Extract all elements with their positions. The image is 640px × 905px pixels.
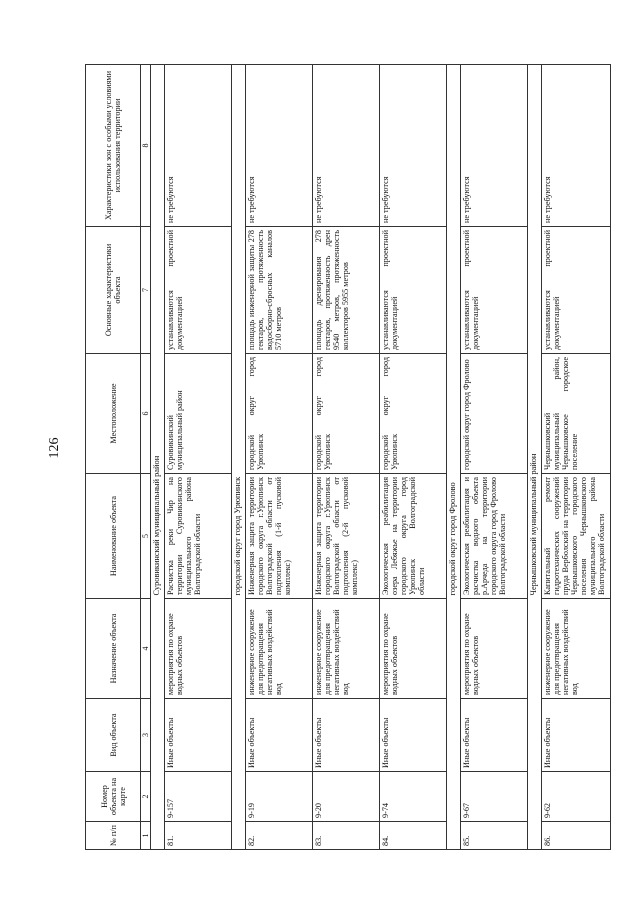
table-row bbox=[313, 65, 380, 850]
object-characteristics: устанавливаются проектной документацией bbox=[165, 227, 232, 354]
map-number: 9-20 bbox=[313, 772, 380, 822]
object-purpose: инженерное сооружение для предотвращения негативных воздействий вод bbox=[542, 599, 611, 699]
object-kind: Иные объекты bbox=[246, 699, 313, 772]
map-number: 9-62 bbox=[542, 772, 611, 822]
page-number: 126 bbox=[47, 437, 62, 459]
row-number: 85. bbox=[461, 822, 528, 850]
zone-characteristics: не требуются bbox=[461, 65, 528, 227]
section-title: Суровикинский муниципальный район bbox=[151, 65, 165, 599]
row-number: 82. bbox=[246, 822, 313, 850]
object-location: Суровикинский муниципальный район bbox=[165, 354, 232, 474]
col-header: Назначение объекта bbox=[86, 599, 141, 699]
object-location: городской округ город Урюпинск bbox=[246, 354, 313, 474]
object-kind: Иные объекты bbox=[165, 699, 232, 772]
object-name: Инженерная защита территории городского округа г.Урюпинск Волгоградской области от подтопления (2-й пусковой комплекс) bbox=[313, 474, 380, 599]
section-title: Чернышковский муниципальный район bbox=[528, 65, 542, 599]
header-row bbox=[86, 65, 141, 850]
column-number: 1 bbox=[141, 822, 151, 850]
column-number-row bbox=[141, 65, 151, 850]
object-purpose: мероприятия по охране водных объектов bbox=[165, 599, 232, 699]
map-number: 9-157 bbox=[165, 772, 232, 822]
section-title: городской округ город Урюпинск bbox=[232, 65, 246, 599]
map-number: 9-74 bbox=[380, 772, 447, 822]
object-name: Капитальный ремонт гидротехнических сооружений пруда Верболский на территории Чернышковского городского поселения Чернышковского муниципального района Волгоградской области bbox=[542, 474, 611, 599]
object-purpose: инженерное сооружение для предотвращения негативных воздействий вод bbox=[313, 599, 380, 699]
map-number: 9-19 bbox=[246, 772, 313, 822]
object-kind: Иные объекты bbox=[380, 699, 447, 772]
zone-characteristics: не требуются bbox=[542, 65, 611, 227]
object-characteristics: устанавливаются проектной документацией bbox=[461, 227, 528, 354]
col-header: Номер объекта на карте bbox=[86, 772, 141, 822]
object-location: городской округ город Фролово bbox=[461, 354, 528, 474]
row-number: 83. bbox=[313, 822, 380, 850]
object-kind: Иные объекты bbox=[313, 699, 380, 772]
section-row bbox=[232, 65, 246, 850]
object-name: Инженерная защита территории городского округа г.Урюпинск Волгоградской области от подтопления (1-й пусковой комплекс) bbox=[246, 474, 313, 599]
section-title: городской округ город Фролово bbox=[447, 65, 461, 599]
row-number: 81. bbox=[165, 822, 232, 850]
column-number: 8 bbox=[141, 65, 151, 227]
object-purpose: мероприятия по охране водных объектов bbox=[380, 599, 447, 699]
object-characteristics: устанавливаются проектной документацией bbox=[542, 227, 611, 354]
table-row bbox=[246, 65, 313, 850]
object-purpose: мероприятия по охране водных объектов bbox=[461, 599, 528, 699]
object-characteristics: площадь дренирования 278 гектаров, протяженность дрен 9540 метров, протяженность коллекторов 5955 метров bbox=[313, 227, 380, 354]
col-header: Характеристики зон с особыми условиями использования территории bbox=[86, 65, 141, 227]
object-purpose: инженерное сооружение для предотвращения негативных воздействий вод bbox=[246, 599, 313, 699]
object-name: Экологическая реабилитация озера Лебяжье на территории городского округа город Урюпинск Волгоградской области bbox=[380, 474, 447, 599]
map-number: 9-67 bbox=[461, 772, 528, 822]
section-row bbox=[151, 65, 165, 850]
column-number: 3 bbox=[141, 699, 151, 772]
col-header: Основные характеристики объекта bbox=[86, 227, 141, 354]
object-name: Экологическая реабилитация и расчистка водного объекта р.Арчеда на территории городского округа город Фролово Волгоградской области bbox=[461, 474, 528, 599]
column-number: 4 bbox=[141, 599, 151, 699]
column-number: 5 bbox=[141, 474, 151, 599]
object-name: Расчистка реки Чир на территории Суровикинского муниципального района Волгоградской области bbox=[165, 474, 232, 599]
column-number: 2 bbox=[141, 772, 151, 822]
object-location: Чернышковский муниципальный район, Чернышковское городское поселение bbox=[542, 354, 611, 474]
section-row bbox=[528, 65, 542, 850]
table-row bbox=[380, 65, 447, 850]
col-header: Местоположение bbox=[86, 354, 141, 474]
zone-characteristics: не требуются bbox=[165, 65, 232, 227]
col-header: Наименование объекта bbox=[86, 474, 141, 599]
zone-characteristics: не требуются bbox=[246, 65, 313, 227]
zone-characteristics: не требуются bbox=[380, 65, 447, 227]
object-location: городской округ город Урюпинск bbox=[380, 354, 447, 474]
zone-characteristics: не требуются bbox=[313, 65, 380, 227]
row-number: 86. bbox=[542, 822, 611, 850]
table-row bbox=[542, 65, 611, 850]
object-kind: Иные объекты bbox=[542, 699, 611, 772]
section-row bbox=[447, 65, 461, 850]
table-row bbox=[461, 65, 528, 850]
row-number: 84. bbox=[380, 822, 447, 850]
object-characteristics: устанавливаются проектной документацией bbox=[380, 227, 447, 354]
object-characteristics: площадь инженерной защиты 278 гектаров, протяженность водосборно-сбросных каналов 5710 метров bbox=[246, 227, 313, 354]
object-location: городской округ город Урюпинск bbox=[313, 354, 380, 474]
col-header: Вид объекта bbox=[86, 699, 141, 772]
object-kind: Иные объекты bbox=[461, 699, 528, 772]
column-number: 7 bbox=[141, 227, 151, 354]
rotated-table-container bbox=[85, 65, 635, 850]
column-number: 6 bbox=[141, 354, 151, 474]
table-row bbox=[165, 65, 232, 850]
col-header: № п/п bbox=[86, 822, 141, 850]
objects-table bbox=[85, 64, 611, 850]
